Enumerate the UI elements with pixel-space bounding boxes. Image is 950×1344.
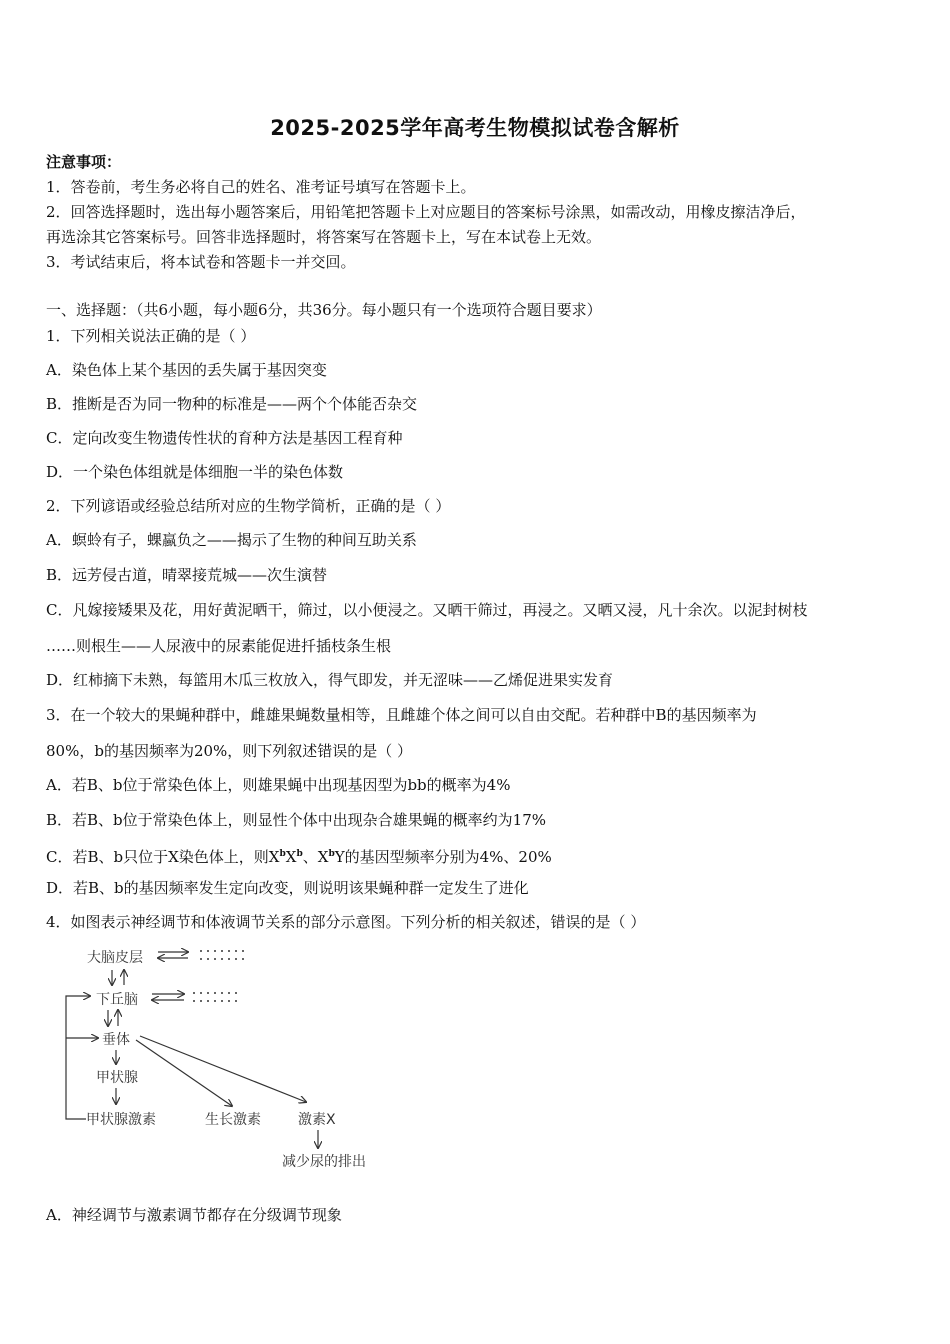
notice-item-3: 3．考试结束后，将本试卷和答题卡一并交回。 <box>46 253 356 271</box>
q1-option-b: B．推断是否为同一物种的标准是——两个个体能否杂交 <box>46 395 418 413</box>
q2-option-b: B．远芳侵古道，晴翠接荒城——次生演替 <box>46 566 328 584</box>
q3-c-x: X <box>285 848 297 866</box>
pituitary-to-hormonex-arrow <box>140 1036 306 1102</box>
diagram-label-cortex: 大脑皮层 <box>87 950 143 966</box>
q3-c-sup-3: b <box>328 849 335 859</box>
q4-option-a: A．神经调节与激素调节都存在分级调节现象 <box>46 1206 342 1224</box>
q3-c-sup-2: b <box>296 849 303 859</box>
diagram-label-reduce-urine: 减少尿的排出 <box>282 1154 366 1170</box>
diagram-label-thyroid-hormone: 甲状腺激素 <box>86 1112 156 1128</box>
regulation-diagram <box>60 940 390 1180</box>
section-heading: 一、选择题：（共6小题，每小题6分，共36分。每小题只有一个选项符合题目要求） <box>46 301 602 319</box>
q3-stem-cont: 80%，b的基因频率为20%，则下列叙述错误的是（ ） <box>46 742 413 760</box>
q1-stem: 1．下列相关说法正确的是（ ） <box>46 327 256 345</box>
notice-item-1: 1．答卷前，考生务必将自己的姓名、准考证号填写在答题卡上。 <box>46 178 476 196</box>
notice-item-2-cont: 再选涂其它答案标号。回答非选择题时，将答案写在答题卡上，写在本试卷上无效。 <box>46 228 602 246</box>
q4-stem: 4．如图表示神经调节和体液调节关系的部分示意图。下列分析的相关叙述，错误的是（ ） <box>46 913 646 931</box>
q3-c-text-1: C．若B、b只位于X染色体上，则X <box>46 848 280 866</box>
q1-option-c: C．定向改变生物遗传性状的育种方法是基因工程育种 <box>46 429 403 447</box>
q3-option-d: D．若B、b的基因频率发生定向改变，则说明该果蝇种群一定发生了进化 <box>46 879 529 897</box>
q2-option-a: A．螟蛉有子，蜾蠃负之——揭示了生物的种间互助关系 <box>46 531 417 549</box>
diagram-label-hormone-x: 激素X <box>298 1112 336 1128</box>
q2-option-c-cont: ……则根生——人尿液中的尿素能促进扦插枝条生根 <box>46 637 392 655</box>
q2-stem: 2．下列谚语或经验总结所对应的生物学简析，正确的是（ ） <box>46 497 451 515</box>
q3-option-c <box>46 844 552 867</box>
diagram-label-hypothalamus: 下丘脑 <box>96 992 138 1008</box>
diagram-label-pituitary: 垂体 <box>102 1032 130 1048</box>
q3-option-b: B．若B、b位于常染色体上，则显性个体中出现杂合雄果蝇的概率约为17% <box>46 811 546 829</box>
q3-c-sup-1: b <box>279 849 286 859</box>
feedback-to-hypo-line <box>66 996 90 1119</box>
q1-option-d: D．一个染色体组就是体细胞一半的染色体数 <box>46 463 344 481</box>
q3-c-text-2: 、X <box>302 848 329 866</box>
q1-option-a: A．染色体上某个基因的丢失属于基因突变 <box>46 361 327 379</box>
notice-heading: 注意事项： <box>46 153 122 171</box>
q2-option-c: C．凡嫁接矮果及花，用好黄泥晒干，筛过，以小便浸之。又晒干筛过，再浸之。又晒又浸，凡十余次。以泥封树枝 <box>46 601 808 619</box>
q2-option-d: D．红柿摘下未熟，每篮用木瓜三枚放入，得气即发，并无涩味——乙烯促进果实发育 <box>46 671 614 689</box>
page-title: 2025-2025学年高考生物模拟试卷含解析 <box>270 116 680 140</box>
q3-stem: 3．在一个较大的果蝇种群中，雌雄果蝇数量相等，且雌雄个体之间可以自由交配。若种群中B的基因频率为 <box>46 706 757 724</box>
notice-item-2: 2．回答选择题时，选出每小题答案后，用铅笔把答题卡上对应题目的答案标号涂黑，如需改动，用橡皮擦洁净后， <box>46 203 806 221</box>
pituitary-to-growth-arrow <box>136 1040 232 1106</box>
diagram-label-thyroid: 甲状腺 <box>96 1070 138 1086</box>
q3-c-text-3: Y的基因型频率分别为4%、20% <box>334 848 552 866</box>
diagram-label-growth-hormone: 生长激素 <box>205 1112 261 1128</box>
q3-option-a: A．若B、b位于常染色体上，则雄果蝇中出现基因型为bb的概率为4% <box>46 776 511 794</box>
